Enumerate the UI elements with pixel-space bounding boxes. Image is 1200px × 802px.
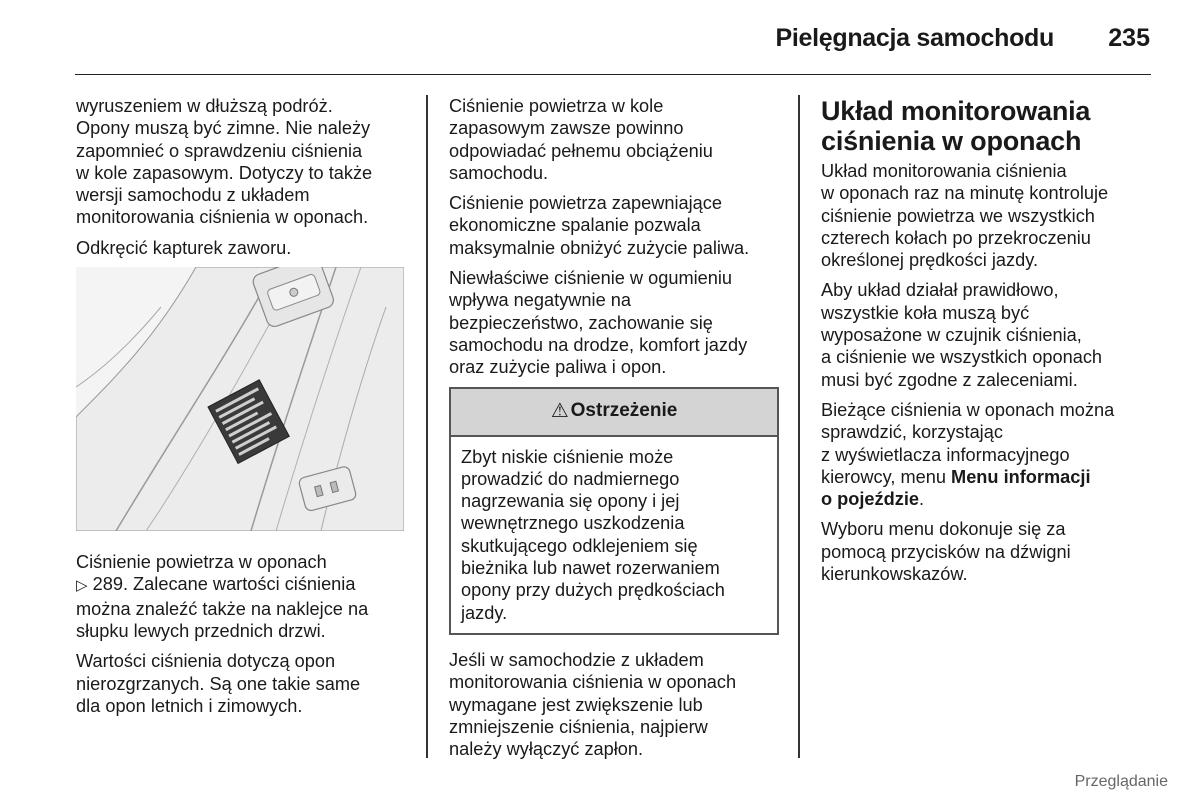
paragraph bbox=[76, 650, 412, 717]
text-line: Zbyt niskie ciśnienie może bbox=[461, 446, 674, 467]
text-line: monitorowania ciśnienia w oponach bbox=[449, 672, 737, 693]
paragraph bbox=[449, 649, 779, 760]
text-line: określonej prędkości jazdy. bbox=[821, 250, 1039, 271]
text-line: wewnętrznego uszkodzenia bbox=[461, 513, 685, 534]
text-line: odpowiadać pełnemu obciążeniu bbox=[449, 140, 713, 161]
text-line: Aby układ działał prawidłowo, bbox=[821, 280, 1059, 301]
tire-pressure-label-illustration bbox=[76, 267, 404, 531]
text-line: bezpieczeństwo, zachowanie się bbox=[449, 312, 713, 333]
paragraph bbox=[449, 267, 779, 378]
text-line: wersji samochodu z układem bbox=[76, 185, 310, 206]
text-line: musi być zgodne z zaleceniami. bbox=[821, 369, 1078, 390]
header-divider bbox=[75, 74, 1151, 75]
text-line: słupku lewych przednich drzwi. bbox=[76, 620, 326, 641]
text-line: samochodu. bbox=[449, 162, 549, 183]
text-line: w kole zapasowym. Dotyczy to także bbox=[76, 162, 373, 183]
text-line: sprawdzić, korzystając bbox=[821, 422, 1003, 443]
text-line: zapasowym zawsze powinno bbox=[449, 118, 684, 139]
paragraph bbox=[449, 95, 779, 184]
menu-name-bold: Menu informacji bbox=[951, 466, 1091, 487]
text-line: Ciśnienie powietrza w kole bbox=[449, 96, 664, 116]
text-line: Opony muszą być zimne. Nie należy bbox=[76, 118, 371, 139]
text-span: kierowcy, menu bbox=[821, 466, 952, 487]
page-header-title: Pielęgnacja samochodu bbox=[775, 24, 1054, 52]
page-number: 235 bbox=[1108, 24, 1150, 52]
arrow-outline-icon: ▷ bbox=[76, 577, 88, 595]
text-line: Bieżące ciśnienia w oponach można bbox=[821, 399, 1115, 420]
column-3 bbox=[821, 95, 1151, 593]
text-line: czterech kołach po przekroczeniu bbox=[821, 227, 1091, 248]
text-line: wyposażone w czujnik ciśnienia, bbox=[821, 325, 1082, 346]
text-line: wszystkie koła muszą być bbox=[821, 302, 1030, 323]
text-span: . bbox=[919, 489, 925, 510]
door-pillar-drawing bbox=[76, 267, 404, 531]
text-line: Układ monitorowania ciśnienia bbox=[821, 161, 1067, 181]
warning-box bbox=[449, 387, 779, 635]
text-line: pomocą przycisków na dźwigni bbox=[821, 541, 1071, 562]
paragraph bbox=[821, 160, 1151, 271]
text-line: w oponach raz na minutę kontroluje bbox=[821, 183, 1109, 204]
text-line: wyruszeniem w dłuższą podróż. bbox=[76, 96, 333, 116]
text-line: Wyboru menu dokonuje się za bbox=[821, 519, 1066, 540]
menu-name-bold: o pojeździe bbox=[821, 489, 920, 510]
heading-line: Układ monitorowania bbox=[821, 96, 1091, 126]
text-line: nagrzewania się opony i jej bbox=[461, 491, 680, 512]
text-line: ekonomiczne spalanie pozwala bbox=[449, 215, 701, 236]
footer-browse-label[interactable]: Przeglądanie bbox=[1074, 773, 1168, 790]
text-line: skutkującego odklejeniem się bbox=[461, 535, 698, 556]
section-heading bbox=[821, 96, 1151, 156]
column-2 bbox=[449, 95, 779, 768]
paragraph bbox=[821, 279, 1151, 390]
paragraph bbox=[821, 518, 1151, 585]
text-line: jazdy. bbox=[461, 602, 508, 623]
text-line: Jeśli w samochodzie z układem bbox=[449, 649, 704, 670]
heading-line: ciśnienia w oponach bbox=[821, 126, 1082, 156]
paragraph bbox=[76, 237, 412, 259]
text-line: a ciśnienie we wszystkich oponach bbox=[821, 347, 1103, 368]
column-divider-1 bbox=[426, 95, 428, 758]
text-line: Odkręcić kapturek zaworu. bbox=[76, 237, 292, 258]
text-line: ciśnienie powietrza we wszystkich bbox=[821, 205, 1095, 226]
text-line: bieżnika lub nawet rozerwaniem bbox=[461, 558, 720, 579]
column-1 bbox=[76, 95, 412, 725]
text-line: należy wyłączyć zapłon. bbox=[449, 739, 644, 760]
text-line bbox=[821, 466, 1151, 488]
text-line: samochodu na drodze, komfort jazdy bbox=[449, 334, 748, 355]
text-line: można znaleźć także na naklejce na bbox=[76, 598, 369, 619]
column-divider-2 bbox=[798, 95, 800, 758]
text-line: zapomnieć o sprawdzeniu ciśnienia bbox=[76, 140, 363, 161]
text-line: zmniejszenie ciśnienia, najpierw bbox=[449, 716, 708, 737]
paragraph bbox=[821, 399, 1151, 510]
text-line: kierunkowskazów. bbox=[821, 564, 968, 585]
paragraph bbox=[76, 95, 412, 229]
text-line: prowadzić do nadmiernego bbox=[461, 468, 680, 489]
text-line: wpływa negatywnie na bbox=[449, 290, 631, 311]
text-line: Ciśnienie powietrza zapewniające bbox=[449, 193, 722, 214]
warning-header bbox=[451, 389, 777, 437]
text-line: Ciśnienie powietrza w oponach bbox=[76, 552, 327, 573]
text-line: oraz zużycie paliwa i opon. bbox=[449, 357, 667, 378]
warning-triangle-icon: ⚠ bbox=[550, 400, 569, 423]
text-line bbox=[76, 573, 412, 597]
paragraph bbox=[76, 551, 412, 642]
text-line: wymagane jest zwiększenie lub bbox=[449, 694, 703, 715]
text-line: maksymalnie obniżyć zużycie paliwa. bbox=[449, 237, 750, 258]
page-reference: 289. Zalecane wartości ciśnienia bbox=[92, 574, 356, 595]
text-line: z wyświetlacza informacyjnego bbox=[821, 444, 1070, 465]
text-line: opony przy dużych prędkościach bbox=[461, 580, 725, 601]
paragraph bbox=[449, 192, 779, 259]
text-line: dla opon letnich i zimowych. bbox=[76, 695, 303, 716]
text-line: monitorowania ciśnienia w oponach. bbox=[76, 207, 369, 228]
text-line: Niewłaściwe ciśnienie w ogumieniu bbox=[449, 268, 733, 289]
text-line bbox=[821, 488, 1151, 510]
warning-title: Ostrzeżenie bbox=[570, 400, 678, 422]
text-line: Wartości ciśnienia dotyczą opon bbox=[76, 651, 336, 672]
warning-body bbox=[451, 437, 777, 633]
text-line: nierozgrzanych. Są one takie same bbox=[76, 673, 361, 694]
